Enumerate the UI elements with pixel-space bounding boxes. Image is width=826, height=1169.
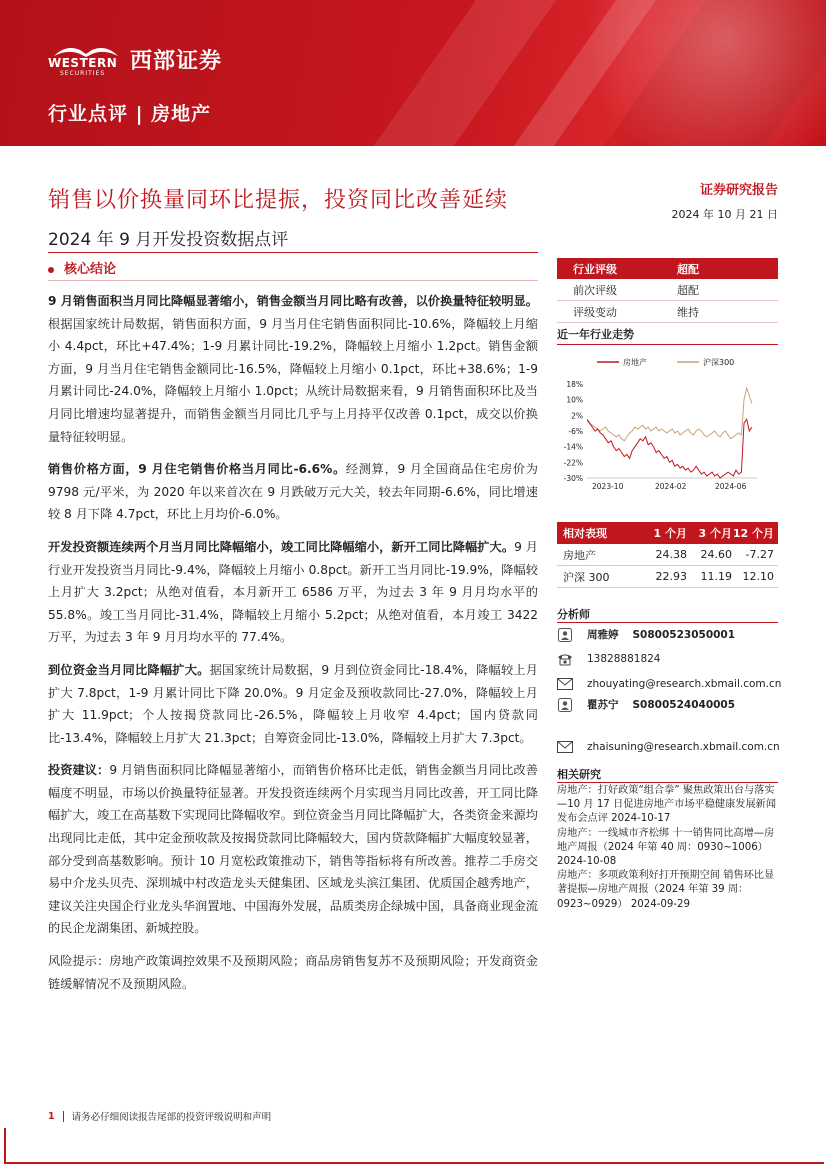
y-tick-label: 18% bbox=[566, 380, 583, 389]
page-footer bbox=[48, 1109, 271, 1123]
analyst-1-email-row: zhouyating@research.xbmail.com.cn bbox=[557, 677, 781, 691]
rating-header: 行业评级 超配 bbox=[557, 258, 778, 279]
footer-disclaimer: 请务必仔细阅读报告尾部的投资评级说明和声明 bbox=[71, 1112, 272, 1123]
y-tick-label: -14% bbox=[563, 442, 583, 452]
analyst-heading: 分析师 bbox=[557, 608, 590, 621]
report-date: 2024 年 10 月 21 日 bbox=[671, 208, 778, 221]
corner-frame bbox=[4, 1162, 824, 1164]
perf-header: 相对表现 1 个月 3 个月 12 个月 bbox=[557, 522, 778, 544]
analyst-2-name-row: 瞿苏宁 S0800524040005 bbox=[557, 697, 735, 712]
y-tick-label: -6% bbox=[568, 427, 583, 436]
trend-chart-title: 近一年行业走势 bbox=[557, 328, 634, 341]
x-tick-label: 2024-02 bbox=[655, 482, 687, 491]
logo-english-sub: SECURITIES bbox=[60, 70, 106, 77]
company-logo bbox=[48, 42, 222, 76]
analyst-1-phone-row: 13828881824 bbox=[557, 652, 661, 666]
main-body bbox=[48, 290, 538, 1005]
y-tick-label: 2% bbox=[571, 411, 583, 421]
paragraph-risk: 风险提示：房地产政策调控效果不及预期风险；商品房销售复苏不及预期风险；开发商资金链缓解情况不及预期风险。 bbox=[48, 954, 538, 991]
title-divider bbox=[48, 252, 538, 253]
y-tick-label: -30% bbox=[563, 474, 583, 483]
email-icon bbox=[557, 740, 573, 754]
y-tick-label: 10% bbox=[566, 395, 583, 405]
trend-chart bbox=[557, 350, 778, 500]
header-banner bbox=[0, 0, 826, 146]
x-tick-label: 2024-06 bbox=[715, 482, 747, 491]
chart-legend bbox=[597, 357, 734, 367]
paragraph-sales: 9 月销售面积当月同比降幅显著缩小，销售金额当月同比略有改善，以价换量特征较明显。根据国家统计局数据，销售面积方面，9 月当月住宅销售面积同比-10.6%，降幅较上月缩小 4.4pct，环比+47.4%；1-9 月累计同比-19.2%，降幅较上月缩小 1.2pct。销售金额方面，9 月当月住宅销售金额同比-16.5%，降幅较上月缩小 0.1pct，环比+38.6%；1-9 月累计同比-24.0%，降幅较上月缩小 1.0pct；从统计局数据来看，9 月销售面积环比及当月同比增速均显著提升，而销售金额当月同比几乎与上月持平仅改善 0.1pct，成交以价换量特征较明显。 bbox=[48, 294, 538, 444]
person-icon bbox=[557, 698, 573, 712]
category-tag: 行业点评 | 房地产 bbox=[48, 103, 212, 125]
series-line-realestate bbox=[587, 419, 752, 478]
related-divider bbox=[557, 782, 778, 783]
x-tick-label: 2023-10 bbox=[592, 482, 624, 491]
analyst-2-email-row: zhaisuning@research.xbmail.com.cn bbox=[557, 740, 780, 754]
phone-icon bbox=[557, 652, 573, 666]
rating-table bbox=[557, 258, 778, 323]
report-type: 证券研究报告 bbox=[699, 183, 778, 198]
analyst-1-name-row: 周雅婷 S0800523050001 bbox=[557, 627, 735, 642]
core-conclusion-heading: 核心结论 bbox=[48, 258, 116, 277]
email-icon bbox=[557, 677, 573, 691]
logo-english: WESTERN bbox=[48, 56, 118, 70]
report-subtitle: 2024 年 9 月开发投资数据点评 bbox=[48, 230, 289, 250]
rating-row: 评级变动 维持 bbox=[557, 301, 778, 323]
series-line-hs300 bbox=[587, 388, 752, 441]
y-tick-label: -22% bbox=[563, 458, 583, 468]
logo-chinese: 西部证券 bbox=[130, 48, 223, 74]
page-number: 1 bbox=[48, 1110, 55, 1122]
report-title: 销售以价换量同环比提振，投资同比改善延续 bbox=[48, 188, 509, 213]
trend-divider bbox=[557, 344, 778, 345]
legend-series-2: 沪深300 bbox=[703, 358, 735, 367]
related-research-heading: 相关研究 bbox=[557, 768, 601, 781]
paragraph-advice: 投资建议：9 月销售面积同比降幅显著缩小，而销售价格环比走低，销售金额当月同比改善幅度不明显，市场以价换量特征显著。开发投资连续两个月实现当月同比改善，开工同比降幅扩大，竣工在高基数下实现同比降幅收窄。到位资金当月同比降幅扩大，各类资金来源均出现同比走低，其中定金预收款及按揭贷款同比降幅较大，国内贷款降幅扩大幅度较显著，部分受到高基数影响。预计 10 月宽松政策推动下，销售等指标将有所改善。推荐二手房交易中介龙头贝壳、深圳城中村改造龙头天健集团、区域龙头滨江集团、优质国企越秀地产，建议关注央国企行业龙头华润置地、中国海外发展，品质类房企绿城中国，具备商业现金流的民企龙湖集团、新城控股。 bbox=[48, 763, 538, 936]
perf-row-realestate: 房地产 24.38 24.60 -7.27 bbox=[557, 544, 778, 566]
corner-frame bbox=[4, 1128, 6, 1164]
paragraph-investment: 开发投资额连续两个月当月同比降幅缩小，竣工同比降幅缩小，新开工同比降幅扩大。9 月行业开发投资当月同比-9.4%，降幅较上月缩小 0.8pct。新开工当月同比-19.9%，降幅较上月扩大 3.2pct；从绝对值看，本月新开工 6586 万平，为过去 3 年 9 月月均水平的 55.8%。竣工当月同比-31.4%，降幅较上月缩小 5.2pct；从绝对值看，本月竣工 3422 万平，为过去 3 年 9 月月均水平的 77.4%。 bbox=[48, 539, 538, 645]
person-icon bbox=[557, 628, 573, 642]
analyst-divider bbox=[557, 622, 778, 623]
rating-row: 前次评级 超配 bbox=[557, 279, 778, 301]
related-research-list: 房地产：打好政策“组合拳” 聚焦政策出台与落实 —10 月 17 日促进房地产市场平稳健康发展新闻发布会点评 2024-10-17 房地产：一线城市齐松绑 十一销售同比高增—房地产周报（2024 年第 40 周：0930~1006）2024-10-08 房地产：多项政策利好打开预期空间 销售环比显著提振—房地产周报（2024 年第 39 周：0923~0929） 2024-09-29 bbox=[557, 785, 777, 910]
bullet-icon bbox=[48, 267, 54, 273]
core-divider bbox=[48, 280, 538, 281]
paragraph-funds: 到位资金当月同比降幅扩大。据国家统计局数据，9 月到位资金同比-18.4%，降幅较上月扩大 7.8pct，1-9 月累计同比下降 20.0%。9 月定金及预收款同比-27.0%，降幅较上月扩大 11.9pct；个人按揭贷款同比-26.5%，降幅较上月收窄 4.4pct；国内贷款同比-13.4%，降幅较上月扩大 21.3pct；自筹资金同比-13.0%，降幅较上月扩大 7.3pct。 bbox=[48, 662, 538, 745]
paragraph-price: 销售价格方面，9 月住宅销售价格当月同比-6.6%。经测算，9 月全国商品住宅房价为 9798 元/平米，为 2020 年以来首次在 9 月跌破万元大关，较去年同期-6.6%，同比增速较 8 月下降 4.7pct，环比上月均价-6.0%。 bbox=[48, 462, 538, 522]
relative-performance-table bbox=[557, 522, 778, 588]
legend-series-1: 房地产 bbox=[623, 358, 647, 367]
perf-row-hs300: 沪深 300 22.93 11.19 12.10 bbox=[557, 566, 778, 588]
